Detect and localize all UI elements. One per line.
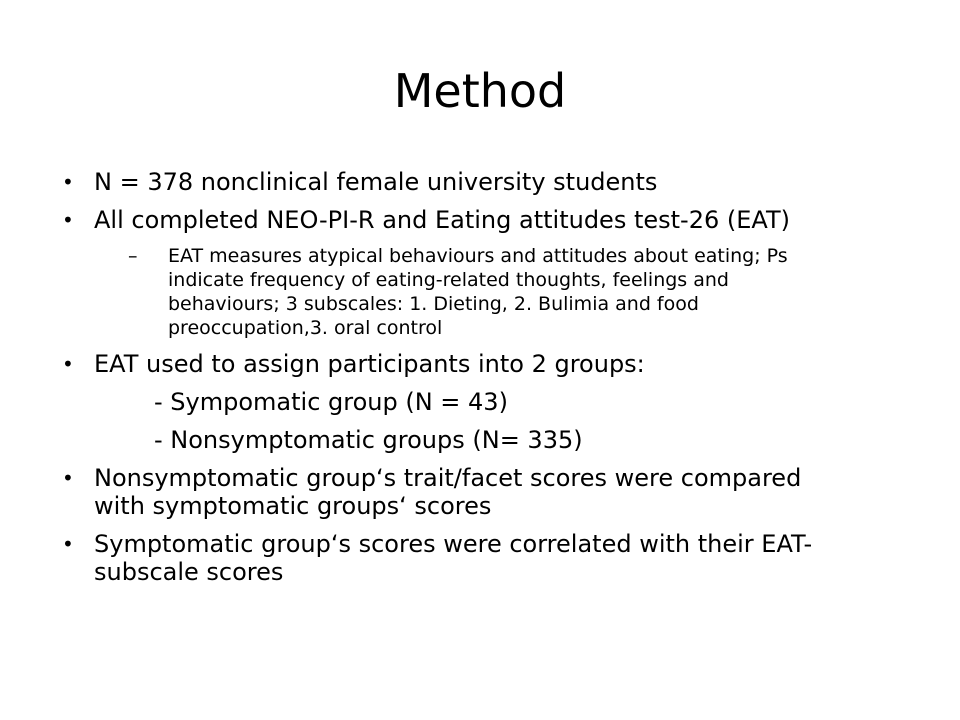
bullet-text: EAT used to assign participants into 2 groups: [94,350,645,378]
bullet-list [60,168,920,596]
bullet-text: Nonsymptomatic group‘s trait/facet scores were compared with symptomatic groups‘ scores [94,464,802,520]
bullet-marker: • [62,532,74,556]
bullet-correlation [60,530,854,586]
bullet-text: N = 378 nonclinical female university students [94,168,658,196]
group-nonsymptomatic: - Nonsymptomatic groups (N= 335) [154,426,583,454]
sub-bullet-list [94,244,920,340]
bullet-groups [60,350,920,454]
bullet-comparison [60,464,854,520]
dash-marker: – [128,245,138,267]
bullet-marker: • [62,466,74,490]
sub-bullet-text: EAT measures atypical behaviours and attitudes about eating; Ps indicate frequency of eating-related thoughts, feelings and behaviours; 3 subscales: 1. Dieting, 2. Bulimia and food preoccupation,3. oral control [168,245,788,339]
sub-bullet-eat-description [128,244,818,340]
bullet-sample-size [60,168,920,196]
bullet-text: All completed NEO-PI-R and Eating attitudes test-26 (EAT) [94,206,790,234]
bullet-text: Symptomatic group‘s scores were correlated with their EAT-subscale scores [94,530,813,586]
bullet-marker: • [62,170,74,194]
slide-title: Method [393,64,567,118]
group-symptomatic: - Sympomatic group (N = 43) [154,388,508,416]
bullet-marker: • [62,352,74,376]
bullet-marker: • [62,208,74,232]
bullet-measures [60,206,920,340]
